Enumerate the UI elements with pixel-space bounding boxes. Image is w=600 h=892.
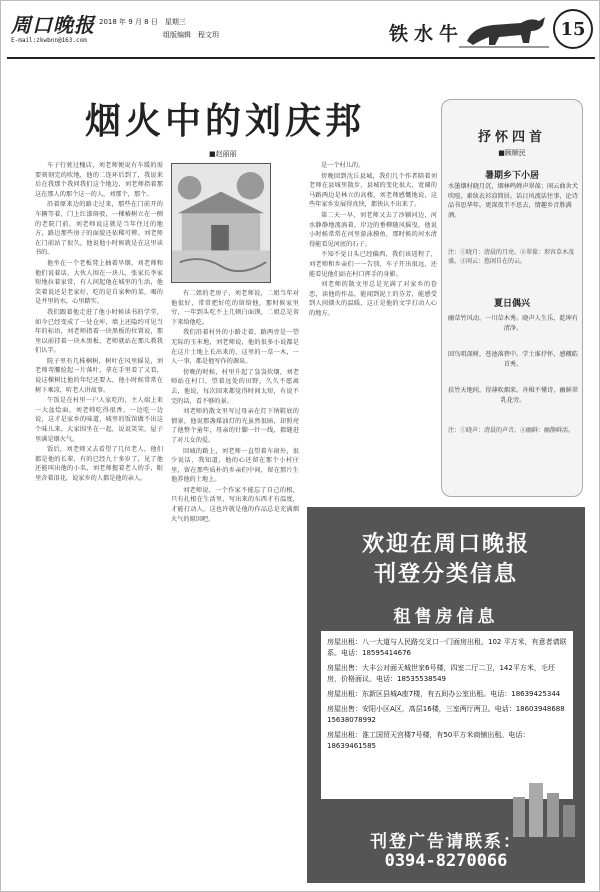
paragraph: 第二天一早，刘老师又去了沙颍河边，河水静静地流淌着，岸边的垂柳随风摇曳，他说小时候常常在河里游泳摸鱼，那时候的河水清得能看见河底的石子。	[309, 211, 437, 248]
listing-item: 房屋出租：东新区县城A座7楼，有五间办公室出租。电话：18639425344	[327, 690, 561, 698]
poems-author: ■顾顺民	[498, 149, 526, 157]
poem2-note: 注：①晓声：清晨的声音。②幽鲜：幽静鲜活。	[448, 427, 575, 434]
bull-icon	[459, 11, 549, 53]
article-illustration	[171, 163, 271, 283]
page-number: 15	[553, 9, 593, 49]
poem1-note: 注：①晓月：清晨的月亮。②翠葆：形容草木茂盛。③闲云：悠闲自在的云。	[448, 249, 575, 265]
paragraph: 我们沿着村外的小路走着，路两旁是一望无际的玉米地，刘老师说，他的很多小说都是在这片土地上长出来的，这里的一草一木，一人一事，都是他写作的源泉。	[171, 329, 299, 366]
paragraph: 院子里有几株桐树，树叶在风里摇晃，刘老师弯腰捡起一片落叶，拿在手里看了又看，说这棵树比他的年纪还要大，他小时候常常在树下乘凉，听老人讲故事。	[35, 357, 163, 394]
section-title: 铁水牛	[389, 23, 465, 45]
paragraph: 他坐在一个老板凳上抽着旱烟，刘老师和他们说着话，大伙人围在一块儿，张家长李家短地拉着家常，有人问起他在城里的生活，他笑着说还是老家好，吃的是自家种的菜，喝的是井里的水，心里踏实。	[35, 259, 163, 306]
paragraph: 是一个村儿的。	[321, 162, 365, 169]
paragraph: 午饭是在村里一户人家吃的，主人端上来一大盆烩面，刘老师吃得很香，一边吃一边说，这才是家乡的味道，城里的饭馆做不出这个味儿来。大家围坐在一起，说说笑笑，屋子里满是烟火气。	[35, 397, 163, 443]
listing-item: 房屋出售：大丰公对面天城世家6号楼，四室二厅二卫，142平方米，毛坯房，价格面议。电话：18535538549	[327, 664, 555, 683]
paragraph: 有二姐的老房子，刘老师说，二姐当年对他很好，常常把好吃的留给他，那时候家里穷，一年到头吃不上几顿白面馍，二姐总是省下来给他吃。	[171, 290, 299, 326]
paragraph: 刘老师的散文里总是充满了对家乡的眷恋，读他的作品，能闻到泥土的芬芳，能感受到人间烟火的温暖，这正是他的文字打动人心的地方。	[309, 281, 437, 317]
ad-listings	[321, 631, 573, 799]
ad-phone-number: 0394-8270066	[384, 851, 508, 871]
listing-item: 房屋出租：八一大道与人民路交叉口一门面房出租，102 平方米，有意者请联系。电话：18595414676	[327, 638, 567, 657]
listing-item: 房屋出租：淮工国贸天宫楼7号楼，有50平方米商铺出租。电话：18639461585	[327, 731, 530, 750]
poem2-stanza-3: 扶竹天地间，得薄吹烟来。舟楫不懂诗，幽鲜翠乳花旁。	[448, 387, 578, 404]
paragraph: 饭后，刘老师又去看望了几位老人，他们都是他的长辈，有的已经九十多岁了，见了他还能叫出他的小名，刘老师握着老人的手，眼里含着泪花，说家乡的人都是他的亲人。	[35, 446, 163, 482]
poems-title: 抒怀四首	[477, 130, 546, 145]
masthead	[7, 7, 595, 59]
classified-ad	[307, 507, 585, 883]
poem2-title: 夏日偶兴	[493, 299, 530, 309]
article-title: 烟火中的刘庆邦	[85, 100, 366, 142]
newspaper-logo: 周口晚报	[11, 13, 95, 37]
editor-credits: 组版编辑 程文玥	[163, 31, 219, 39]
ad-headline-2: 刊登分类信息	[373, 561, 518, 587]
issue-date: 2018 年 9 月 8 日 星期三	[99, 18, 186, 26]
paragraph: 车子行驶过槐店，刘老师便说有车缓的需要刻刻完的吹地，他的二连环后到了，我说来后在我那个我问我们这个地边，刘老师指着那这在那人的那个这一的人，刘那个，那个。	[35, 162, 163, 198]
poem1-title: 暑期乡下小居	[484, 171, 539, 181]
poem1-body: 水墨烟村晓月沉，烟林鸣蝉声翠葆；闲云曲舍犬吠喧，素纨衣衫凉简居。话日风流话往事，论诗品书思华年。更深夜半不思去，情趣乡音胜满酒。	[448, 183, 578, 219]
listing-item: 房屋出售：安阳小区A区，高层16楼，三室两厅两卫。电话：18603948688 15638078992	[327, 705, 572, 724]
paragraph: 回城的路上，刘老师一直望着车窗外，很少说话，我知道，他的心还留在那个小村庄里，留在那些质朴的乡亲们中间，留在那片生他养他的土地上。	[171, 447, 299, 484]
paragraph: 傍晚回到沈丘县城，我们几个作者陪着刘老师在县城里散步，县城的变化很大，宽阔的马路两边是林立的高楼，刘老师感慨地说，这些年家乡发展得真快，都快认不出来了。	[309, 172, 437, 209]
article-column-1	[35, 161, 163, 885]
paragraph: 傍晚的时候，村里升起了袅袅炊烟，刘老师站在村口，望着远处的田野，久久不愿离去，他说，每次回来都觉得时间太短，有说不完的话，看不够的景。	[171, 368, 299, 405]
article-byline: ■赵丽丽	[209, 150, 237, 158]
email-address: E-mail:zkwbnn@163.com	[11, 37, 87, 44]
poem2-stanza-2: 回鸟唱深树，苍池落碧中。学士谁抒怀，感概皓首秀。	[448, 351, 578, 368]
paragraph: 刘老师的散文里写过母亲在灯下纳鞋底的情景，他说那盏煤油灯的光虽然很暗，却照亮了他整个童年，母亲的针脚一针一线，都缝进了对儿女的爱。	[171, 408, 299, 444]
ad-subtitle: 租售房信息	[393, 607, 499, 627]
paragraph: 沿着原来边的路走过来，那些在门前开的车辆等着，门上红漆斑驳，一棵椿树立在一侧的老院门前，刘老师说这就是当年住过的地方，路边那些房子的面貌还依稀可辨。刘老师在门前站了很久，他说他小时候就是在这里读书的。	[35, 201, 163, 257]
article-column-2	[171, 289, 299, 885]
poem2-stanza-1: 幽草竹风动，一川草木秀。晓声人生乐，乾坤有清净。	[448, 315, 578, 332]
paragraph: 刘老师说，一个作家不能忘了自己的根，只有扎根在生活里，写出来的东西才有温度，才能打动人，这也许就是他的作品总是充满烟火气的原因吧。	[171, 486, 299, 523]
paragraph: 不知不觉日头已经偏西，我们该返程了，刘老师和乡亲们一一告别，车子开出很远，还能看见他们站在村口挥手的身影。	[309, 251, 437, 278]
poems-box	[441, 99, 583, 497]
paragraph: 我们跟着他走进了他小时候读书的学堂，如今已经变成了一处仓库，墙上还隐约可见当年的标语，刘老师指着一块黑板的位置说，那里以前挂着一块木黑板，老师就站在那儿教我们认字。	[35, 308, 163, 355]
ad-contact-title: 刊登广告请联系：	[370, 832, 522, 852]
ad-headline-1: 欢迎在周口晚报	[361, 531, 530, 557]
article-column-3	[309, 161, 437, 501]
